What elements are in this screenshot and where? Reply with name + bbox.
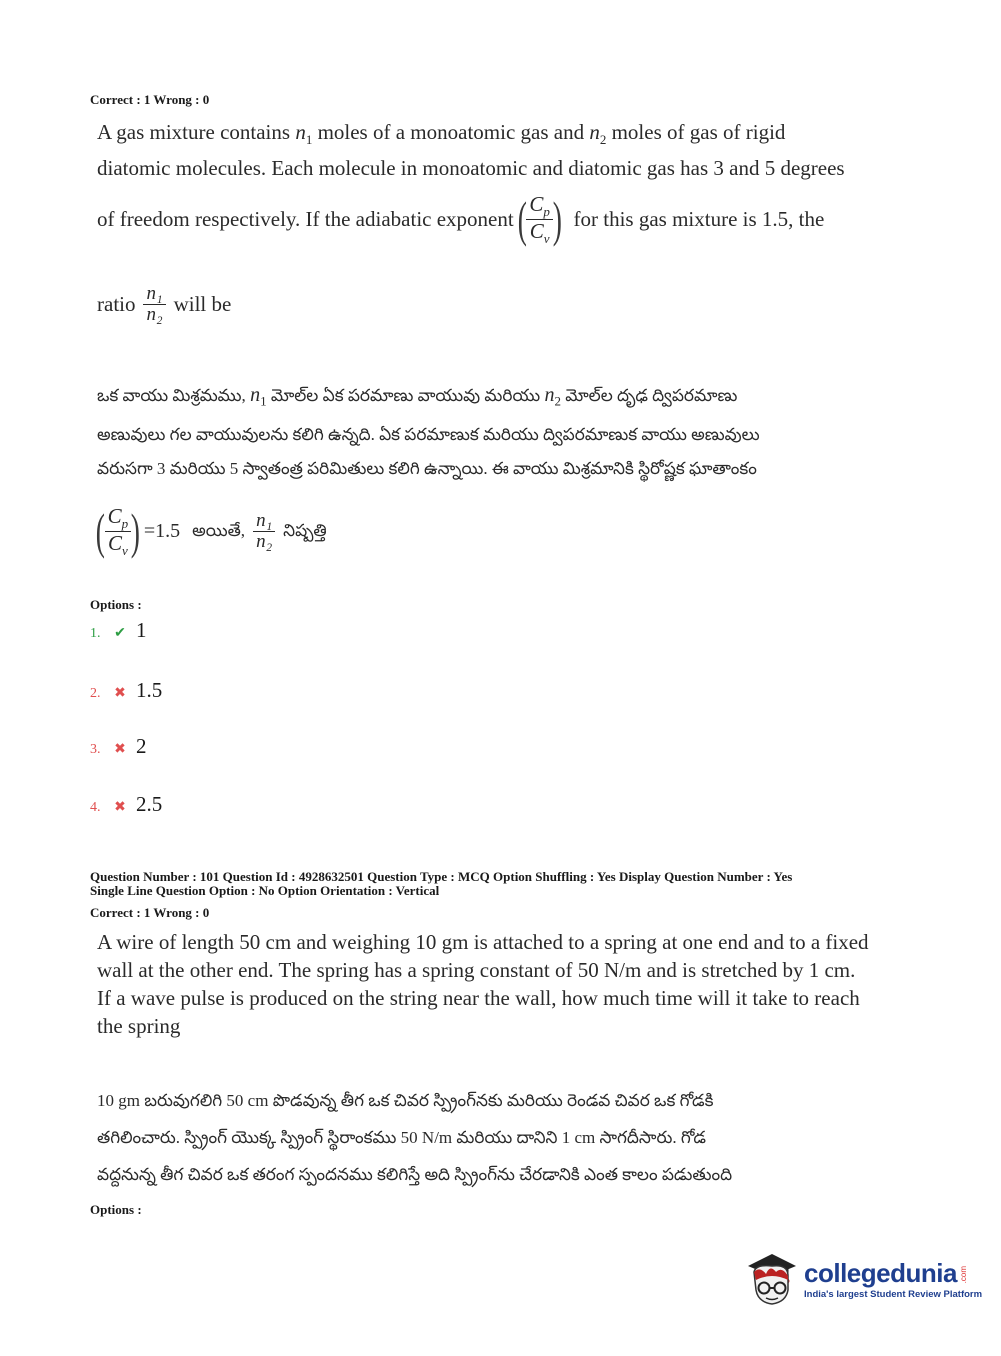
ratio-numerator: n₁ — [143, 284, 165, 305]
q2-meta-line1: Question Number : 101 Question Id : 4928632501 Question Type : MCQ Option Shuffling : Yes Display Question Number : Yes — [90, 869, 793, 884]
te-n1-n2-fraction: $\frac{\text{n₁}}{\text{n₂}}$ — [253, 511, 275, 552]
option-number: 4. — [90, 800, 101, 815]
cp-sub: p — [543, 203, 550, 219]
q1-te-line4-a: అయితే, — [192, 521, 246, 540]
q2-meta — [90, 870, 792, 898]
q2-meta-line2: Single Line Question Option : No Option Orientation : Vertical — [90, 883, 440, 898]
q1-te-line4-b: నిష్పత్తి — [283, 521, 327, 540]
q1-te-line1-c: మోల్‌ల దృఢ ద్విపరమాణు — [565, 386, 738, 405]
te-left-paren: ( — [95, 503, 105, 559]
q1-en-line4-a: ratio — [97, 292, 136, 316]
te-var-n2-sub: 2 — [554, 393, 561, 409]
cv-symbol: C — [529, 218, 544, 243]
cv-sub: v — [543, 230, 550, 246]
q1-option-3[interactable] — [90, 734, 147, 759]
q1-en-line4 — [97, 274, 231, 334]
var-n2-sub: 2 — [599, 132, 607, 148]
q2-en-line3: If a wave pulse is produced on the string near the wall, how much time will it take to reach — [97, 986, 860, 1010]
q1-option-4[interactable] — [90, 792, 162, 817]
q2-te-line2: తగిలించారు. స్ప్రింగ్ యొక్క స్ప్రింగ్ స్థిరాంకము 50 N/m మరియు దానిని 1 cm సాగదీసారు. గోడ — [97, 1128, 706, 1147]
q1-te-line2: అణువులు గల వాయువులను కలిగి ఉన్నది. ఏక పరమాణుక మరియు ద్విపరమాణుక వాయు అణువులు — [97, 425, 760, 445]
mascot-icon — [742, 1250, 800, 1308]
brand-name: collegedunia — [804, 1258, 957, 1288]
q2-te-line1: 10 gm బరువుగలిగి 50 cm పొడవున్న తీగ ఒక చివర స్ప్రింగ్‌నకు మరియు రెండవ చివర ఒక గోడకి — [97, 1091, 714, 1110]
option-value: 1.5 — [136, 678, 163, 702]
ratio-denominator: n₂ — [146, 303, 163, 325]
left-paren: ( — [517, 191, 527, 247]
cp-symbol: C — [529, 191, 544, 216]
cross-icon: ✖ — [114, 686, 126, 701]
te-cp-cv-fraction: $\frac{C_p}{C_v}$ — [105, 505, 132, 558]
option-value: 2.5 — [136, 792, 163, 816]
n1-n2-fraction — [143, 284, 165, 325]
option-value: 2 — [136, 734, 147, 758]
cross-icon: ✖ — [114, 800, 126, 815]
q2-en-line4: the spring — [97, 1014, 181, 1038]
q1-te-line1-b: మోల్‌ల ఏక పరమాణు వాయువు మరియు — [270, 386, 541, 405]
q1-english-text — [97, 118, 897, 182]
te-var-n1: n — [250, 384, 261, 406]
cross-icon: ✖ — [114, 742, 126, 757]
q1-te-line4 — [92, 494, 327, 568]
collegedunia-logo — [742, 1250, 982, 1308]
te-right-paren: ) — [130, 503, 141, 559]
brand-tagline: India's largest Student Review Platform — [804, 1289, 983, 1300]
q2-english-text — [97, 928, 907, 1040]
q1-en-line1-c: moles of gas of rigid — [611, 120, 786, 144]
q2-te-line3: వద్దనున్న తీగ చివర ఒక తరంగ స్పందనము కలిగిస్తే అది స్ప్రింగ్‌ను చేరడానికి ఎంత కాలం పడుతుంది — [97, 1165, 733, 1184]
q2-en-line2: wall at the other end. The spring has a spring constant of 50 N/m and is stretched by 1 cm. — [97, 958, 856, 982]
brand-dotcom: .com — [958, 1265, 968, 1283]
q1-en-line3-b: for this gas mixture is 1.5, the — [573, 207, 825, 231]
q1-option-2[interactable] — [90, 678, 162, 703]
te-var-n2: n — [544, 384, 555, 406]
cp-cv-fraction — [526, 193, 553, 246]
option-number: 2. — [90, 686, 101, 701]
q1-options-label: Options : — [90, 597, 142, 612]
q1-en-line1-a: A gas mixture contains — [97, 120, 291, 144]
q2-score: Correct : 1 Wrong : 0 — [90, 905, 210, 920]
q1-en-line3-a: of freedom respectively. If the adiabatic exponent — [97, 207, 514, 231]
q1-en-line2: diatomic molecules. Each molecule in monoatomic and diatomic gas has 3 and 5 degrees — [97, 156, 845, 181]
te-eq-value: =1.5 — [143, 520, 181, 542]
q1-en-line1-b: moles of a monoatomic gas and — [317, 120, 585, 144]
var-n2: n — [589, 120, 600, 144]
q1-score: Correct : 1 Wrong : 0 — [90, 92, 210, 107]
q2-en-line1: A wire of length 50 cm and weighing 10 gm is attached to a spring at one end and to a fixed — [97, 930, 869, 954]
q1-option-1[interactable] — [90, 618, 147, 643]
q1-te-line3: వరుసగా 3 మరియు 5 స్వాతంత్ర పరిమితులు కలిగి ఉన్నాయి. ఈ వాయు మిశ్రమానికి స్థిరోష్ణక ఘాతాంకం — [97, 459, 757, 479]
var-n1-sub: 1 — [305, 132, 313, 148]
q1-en-line4-b: will be — [173, 292, 232, 316]
option-value: 1 — [136, 618, 147, 642]
option-number: 1. — [90, 626, 101, 641]
check-icon: ✔ — [114, 626, 126, 641]
var-n1: n — [295, 120, 306, 144]
right-paren: ) — [552, 191, 562, 247]
q2-options-label: Options : — [90, 1202, 142, 1217]
q2-telugu-text — [97, 1082, 907, 1193]
q1-en-line3 — [97, 184, 897, 254]
q1-te-line1-a: ఒక వాయు మిశ్రమము, — [97, 386, 246, 405]
q1-telugu-text — [97, 378, 897, 486]
option-number: 3. — [90, 742, 101, 757]
te-var-n1-sub: 1 — [260, 393, 267, 409]
